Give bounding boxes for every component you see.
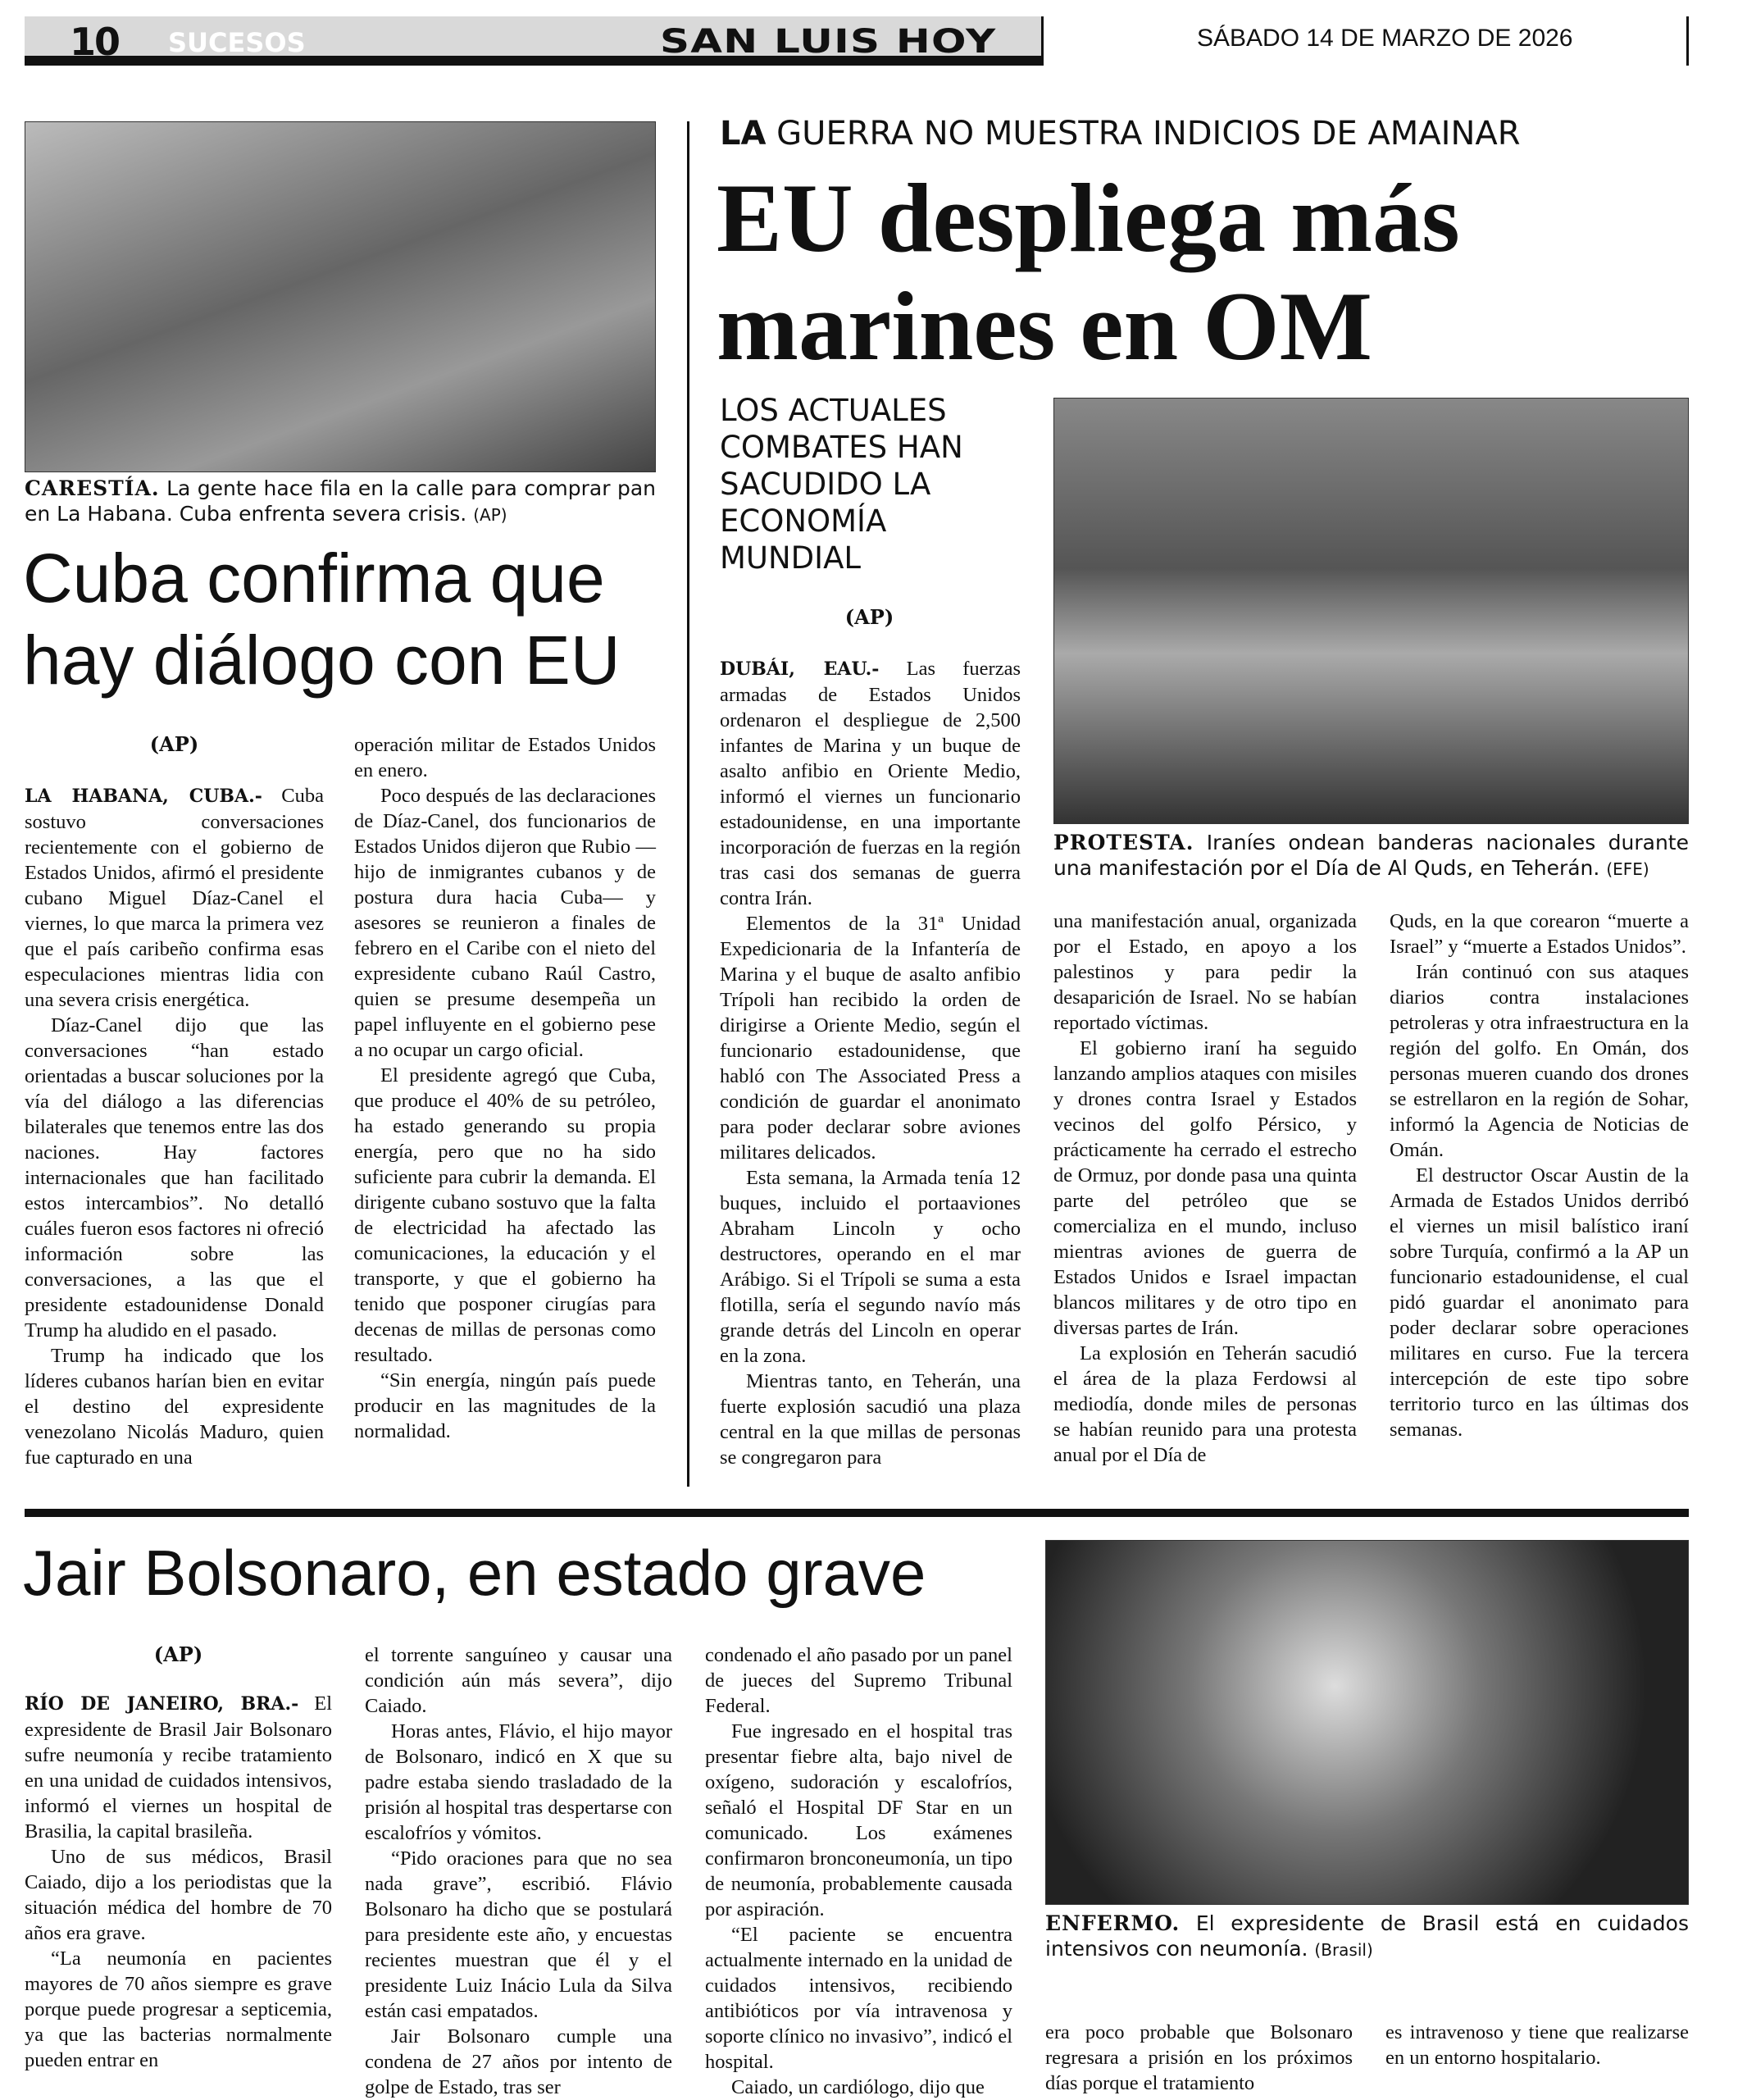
cuba-byline: (AP) bbox=[149, 732, 199, 756]
section-divider bbox=[25, 1509, 1689, 1517]
cuba-column-1: LA HABANA, CUBA.- Cuba sostuvo conversaciones recientemente con el gobierno de Estados Unidos, afirmó el presidente cubano Miguel Díaz-Canel el viernes, lo que marca la primera vez que el país caribeño confirma esas especulaciones mientras lidia con una severa crisis energética. Díaz-Canel dijo que las conversaciones “han estado orientadas a buscar soluciones por la vía del diálogo a las diferencias bilaterales que tenemos entre las dos naciones. Hay factores internacionales que han facilitado estos intercambios”. No detalló cuáles fueron esos factores ni ofreció información sobre las conversaciones, a las que el presidente estadounidense Donald Trump ha aludido en el pasado. Trump ha indicado que los líderes cubanos harían bien en evitar el destino del expresidente venezolano Nicolás Maduro, quien fue capturado en una bbox=[25, 785, 324, 1469]
masthead: SAN LUIS HOY bbox=[660, 23, 997, 61]
section-name: SUCESOS bbox=[168, 27, 306, 58]
bolsonaro-column-3: condenado el año pasado por un panel de jueces del Supremo Tribunal Federal. Fue ingresado en el hospital tras presentar fiebre alta, bajo nivel de oxígeno, sudoración y escalofríos, señaló el Hospital DF Star en un comunicado. Los exámenes confirmaron bronconeumonía, un tipo de neumonía, probablemente causada por aspiración. “El paciente se encuentra actualmente internado en la unidad de cuidados intensivos, recibiendo antibióticos por vía intravenosa y soporte clínico no invasivo”, indicó el hospital. Caiado, un cardiólogo, dijo que bbox=[705, 1644, 1012, 2098]
column-divider bbox=[687, 121, 689, 1487]
war-kicker: LA GUERRA NO MUESTRA INDICIOS DE AMAINAR bbox=[720, 115, 1521, 153]
tehran-protest-photo bbox=[1053, 398, 1689, 824]
war-column-1: DUBÁI, EAU.- Las fuerzas armadas de Estados Unidos ordenaron el despliegue de 2,500 infantes de Marina y un buque de asalto anfibio en Oriente Medio, informó el viernes un funcionario estadounidense, en una importante incorporación de fuerzas en la región tras casi dos semanas de guerra contra Irán. Elementos de la 31ª Unidad Expedicionaria de la Infantería de Marina y el buque de asalto anfibio Trípoli han recibido la orden de dirigirse a Oriente Medio, según el funcionario estadounidense, que habló con The Associated Press a condición de guardar el anonimato para poder declarar sobre aviones militares delicados. Esta semana, la Armada tenía 12 buques, incluido el portaaviones Abraham Lincoln y ocho destructores, operando en el mar Arábigo. Si el Trípoli se suma a esta flotilla, sería el segundo navío más grande detrás del Lincoln en operar en la zona. Mientras tanto, en Teherán, una fuerte explosión sacudió una plaza central en la que millas de personas se congregaron para bbox=[720, 658, 1021, 1469]
war-deck: LOS ACTUALES COMBATES HAN SACUDIDO LA ECONOMÍA MUNDIAL bbox=[720, 393, 963, 576]
bolsonaro-column-1: RÍO DE JANEIRO, BRA.- El expresidente de Brasil Jair Bolsonaro sufre neumonía y recibe tratamiento en una unidad de cuidados intensivos, informó el viernes un hospital de Brasilia, la capital brasileña. Uno de sus médicos, Brasil Caiado, dijo a los periodistas que la situación médica del hombre de 70 años era grave. “La neumonía en pacientes mayores de 70 años siempre es grave porque puede progresar a septicemia, ya que las bacterias normalmente pueden entrar en bbox=[25, 1692, 333, 2071]
photo-caption: CARESTÍA. La gente hace fila en la calle para comprar pan en La Habana. Cuba enfrenta severa crisis. (AP) bbox=[25, 476, 656, 526]
photo-caption: ENFERMO. El expresidente de Brasil está en cuidados intensivos con neumonía. (Brasil) bbox=[1045, 1911, 1689, 1961]
war-column-2: una manifestación anual, organizada por el Estado, en apoyo a los palestinos y para pedir la desaparición de Israel. No se habían reportado víctimas. El gobierno iraní ha seguido lanzando amplios ataques con misiles y drones contra Israel y Estados vecinos del golfo Pérsico, y prácticamente ha cerrado el estrecho de Ormuz, por donde pasa una quinta parte del petróleo que se comercializa en el mundo, incluso mientras aviones de guerra de Estados Unidos e Israel impactan blancos militares y de otro tipo en diversas partes de Irán. La explosión en Teherán sacudió el área de la plaza Ferdowsi al mediodía, donde miles de personas se habían reunido para una protesta anual por el Día de bbox=[1053, 910, 1357, 1466]
bolsonaro-column-4: era poco probable que Bolsonaro regresara a prisión en los próximos días porque el tratamiento bbox=[1045, 2021, 1353, 2094]
cuba-column-2: operación militar de Estados Unidos en enero. Poco después de las declaraciones de Díaz-Canel, dos funcionarios de Estados Unidos dijeron que Rubio —hijo de inmigrantes cubanos y de postura dura hacia Cuba— y asesores se reunieron a finales de febrero en el Caribe con el nieto del expresidente cubano Raúl Castro, quien se presume desempeña un papel influyente en el gobierno pese a no ocupar un cargo oficial. El presidente agregó que Cuba, que produce el 40% de su petróleo, ha estado generando su propia energía, pero que no ha sido suficiente para cubrir la demanda. El dirigente cubano sostuvo que la falta de electricidad ha afectado las comunicaciones, la educación y el transporte, y que el gobierno ha tenido que posponer cirugías para decenas de millas de personas como resultado. “Sin energía, ningún país puede producir en las magnitudes de la normalidad. bbox=[354, 734, 656, 1442]
war-column-3: Quds, en la que corearon “muerte a Israel” y “muerte a Estados Unidos”. Irán continuó con sus ataques diarios contra instalaciones petroleras y otra infraestructura en la región del golfo. En Omán, dos personas mueren cuando dos drones se estrellaron en la región de Sohar, informó la Agencia de Noticias de Omán. El destructor Oscar Austin de la Armada de Estados Unidos derribó el viernes un misil balístico iraní sobre Turquía, confirmó a la AP un funcionario estadounidense, el cual pidó guardar el anonimato para poder declarar sobre operaciones militares en curso. Fue la tercera intercepción de este tipo sobre territorio turco en las últimas dos semanas. bbox=[1390, 910, 1689, 1441]
war-headline: EU despliega más marines en OM bbox=[717, 163, 1460, 380]
bolsonaro-byline: (AP) bbox=[153, 1642, 203, 1666]
bolsonaro-headline: Jair Bolsonaro, en estado grave bbox=[23, 1537, 926, 1609]
bolsonaro-photo bbox=[1045, 1540, 1689, 1905]
issue-date: SÁBADO 14 DE MARZO DE 2026 bbox=[1197, 25, 1573, 52]
bolsonaro-column-2: el torrente sanguíneo y causar una condición aún más severa”, dijo Caiado. Horas antes, Flávio, el hijo mayor de Bolsonaro, indicó en X que su padre estaba siendo trasladado de la prisión al hospital tras despertarse con escalofríos y vómitos. “Pido oraciones para que no sea nada grave”, escribió. Flávio Bolsonaro ha dicho que se postulará para presidente este año, y encuestas recientes muestran que él y el presidente Luiz Inácio Lula da Silva están casi empatados. Jair Bolsonaro cumple una condena de 27 años por intento de golpe de Estado, tras ser bbox=[365, 1644, 672, 2098]
photo-caption: PROTESTA. Iraníes ondean banderas nacionales durante una manifestación por el Día de Al Quds, en Teherán. (EFE) bbox=[1053, 831, 1689, 880]
havana-street-photo bbox=[25, 121, 656, 472]
cuba-headline: Cuba confirma que hay diálogo con EU bbox=[23, 540, 621, 699]
page-number: 10 bbox=[70, 20, 120, 64]
war-byline: (AP) bbox=[844, 605, 894, 629]
bolsonaro-column-5: es intravenoso y tiene que realizarse en un entorno hospitalario. bbox=[1385, 2021, 1689, 2069]
